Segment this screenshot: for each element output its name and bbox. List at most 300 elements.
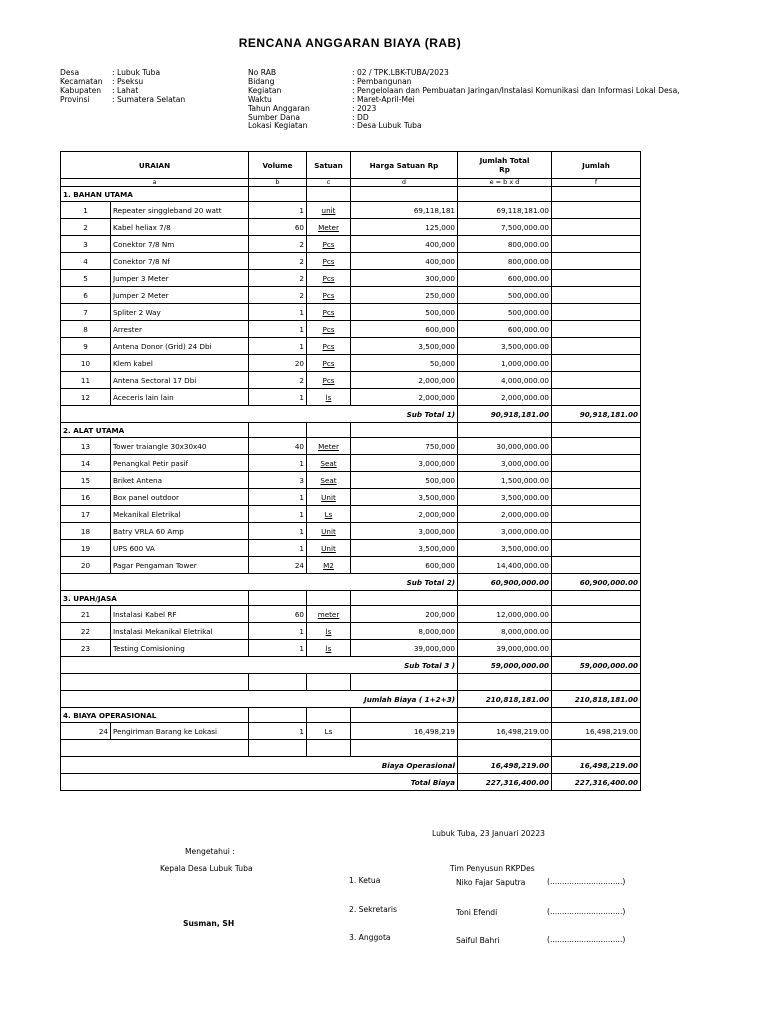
table-row bbox=[61, 270, 641, 287]
table-row bbox=[61, 338, 641, 355]
cell-empty bbox=[552, 321, 641, 338]
item-price bbox=[351, 557, 458, 574]
item-total bbox=[458, 389, 552, 406]
item-unit bbox=[307, 606, 351, 623]
cell-empty bbox=[552, 438, 641, 455]
item-price-text: 125,000 bbox=[425, 222, 455, 232]
cell-empty bbox=[249, 187, 307, 202]
item-number-text: 1 bbox=[83, 205, 88, 215]
cell-empty bbox=[552, 640, 641, 657]
item-volume-text: 2 bbox=[299, 239, 304, 249]
item-price bbox=[351, 253, 458, 270]
cell-empty bbox=[458, 187, 552, 202]
item-volume bbox=[249, 202, 307, 219]
item-name-text: Jumper 3 Meter bbox=[113, 273, 169, 283]
item-total bbox=[458, 489, 552, 506]
table-row bbox=[61, 219, 641, 236]
item-number bbox=[61, 472, 111, 489]
item-unit bbox=[307, 372, 351, 389]
item-total-text: 3,500,000.00 bbox=[500, 543, 549, 553]
item-name bbox=[111, 623, 249, 640]
item-unit-text: Pcs bbox=[322, 307, 335, 317]
item-price-text: 600,000 bbox=[425, 324, 455, 334]
item-number bbox=[61, 606, 111, 623]
item-unit-text: ls bbox=[325, 392, 332, 402]
item-number bbox=[61, 304, 111, 321]
item-number bbox=[61, 338, 111, 355]
item-price-text: 2,000,000 bbox=[418, 375, 455, 385]
item-price-text: 3,000,000 bbox=[418, 458, 455, 468]
item-volume-text: 1 bbox=[299, 509, 304, 519]
member-name: Toni Efendi bbox=[456, 908, 498, 917]
section-row bbox=[61, 187, 641, 202]
item-number-text: 7 bbox=[83, 307, 88, 317]
signature-line: (..............................) bbox=[547, 935, 626, 944]
item-total bbox=[458, 506, 552, 523]
item-name-text: Mekanikal Eletrikal bbox=[113, 509, 181, 519]
table-row bbox=[61, 372, 641, 389]
cell-empty bbox=[552, 202, 641, 219]
item-unit-text: Unit bbox=[321, 543, 336, 553]
item-volume-text: 40 bbox=[294, 441, 304, 451]
letter-d: d bbox=[351, 179, 458, 187]
table-row bbox=[61, 606, 641, 623]
subtotal-row bbox=[61, 657, 641, 674]
cell-empty bbox=[307, 708, 351, 723]
header-jumlah: Jumlah bbox=[552, 152, 641, 179]
item-unit bbox=[307, 270, 351, 287]
item-unit-text: Meter bbox=[318, 222, 339, 232]
item-number-text: 19 bbox=[80, 543, 91, 553]
cell-empty bbox=[458, 674, 552, 691]
item-volume-text: 1 bbox=[299, 324, 304, 334]
item-name bbox=[111, 304, 249, 321]
item-number bbox=[61, 557, 111, 574]
item-number-text: 13 bbox=[80, 441, 91, 451]
meta-value: : Lahat bbox=[112, 85, 139, 95]
cell-empty bbox=[552, 355, 641, 372]
cell-empty bbox=[307, 187, 351, 202]
subtotal-e bbox=[458, 574, 552, 591]
item-total-text: 800,000.00 bbox=[507, 239, 549, 249]
section-title-text: 1. BAHAN UTAMA bbox=[63, 189, 133, 199]
cell-empty bbox=[552, 623, 641, 640]
item-name bbox=[111, 202, 249, 219]
cell-empty bbox=[552, 606, 641, 623]
item-price-text: 400,000 bbox=[425, 256, 455, 266]
item-price-text: 400,000 bbox=[425, 239, 455, 249]
item-number-text: 23 bbox=[80, 643, 91, 653]
table-header-row bbox=[61, 152, 641, 179]
section-title bbox=[61, 591, 249, 606]
section-row bbox=[61, 591, 641, 606]
total-e-text: 227,316,400.00 bbox=[485, 777, 549, 787]
operasional-f-text: 16,498,219.00 bbox=[579, 760, 638, 770]
item-price bbox=[351, 389, 458, 406]
item-name-text: Jumper 2 Meter bbox=[113, 290, 169, 300]
item-jumlah-text: 16,498,219.00 bbox=[585, 726, 638, 736]
item-jumlah bbox=[552, 723, 641, 740]
item-name-text: Spliter 2 Way bbox=[113, 307, 161, 317]
item-volume-text: 2 bbox=[299, 273, 304, 283]
subtotal-label bbox=[61, 657, 458, 674]
item-total-text: 39,000,000.00 bbox=[496, 643, 549, 653]
member-role: 1. Ketua bbox=[349, 876, 381, 885]
cell-empty bbox=[552, 372, 641, 389]
total-e bbox=[458, 774, 552, 791]
cell-empty bbox=[552, 187, 641, 202]
cell-empty bbox=[552, 540, 641, 557]
item-volume bbox=[249, 623, 307, 640]
item-name-text: Testing Comisioning bbox=[113, 643, 185, 653]
item-price bbox=[351, 438, 458, 455]
item-number-text: 17 bbox=[80, 509, 91, 519]
grand-total-row bbox=[61, 774, 641, 791]
item-unit-text: Pcs bbox=[322, 375, 335, 385]
cell-empty bbox=[249, 591, 307, 606]
item-unit bbox=[307, 321, 351, 338]
item-unit bbox=[307, 236, 351, 253]
letter-a: a bbox=[61, 179, 249, 187]
item-number-text: 22 bbox=[80, 626, 91, 636]
total-label bbox=[61, 774, 458, 791]
table-row bbox=[61, 253, 641, 270]
cell-empty bbox=[351, 708, 458, 723]
item-volume-text: 20 bbox=[294, 358, 304, 368]
item-number bbox=[61, 540, 111, 557]
item-volume bbox=[249, 489, 307, 506]
cell-empty bbox=[552, 287, 641, 304]
item-unit-text: Pcs bbox=[322, 239, 335, 249]
item-total bbox=[458, 338, 552, 355]
table-row bbox=[61, 321, 641, 338]
item-price bbox=[351, 287, 458, 304]
item-price bbox=[351, 219, 458, 236]
item-unit-text: ls bbox=[325, 643, 332, 653]
item-total bbox=[458, 723, 552, 740]
item-total bbox=[458, 606, 552, 623]
item-price bbox=[351, 338, 458, 355]
operasional-label-text: Biaya Operasional bbox=[381, 760, 455, 770]
subtotal-e-text: 90,918,181.00 bbox=[490, 409, 549, 419]
item-name-text: Briket Antena bbox=[113, 475, 162, 485]
table-row bbox=[61, 202, 641, 219]
subtotal-label bbox=[61, 574, 458, 591]
item-unit-text: Pcs bbox=[322, 324, 335, 334]
item-price-text: 250,000 bbox=[425, 290, 455, 300]
item-volume bbox=[249, 523, 307, 540]
section-title-text: 3. UPAH/JASA bbox=[63, 593, 117, 603]
cell-empty bbox=[458, 591, 552, 606]
item-name bbox=[111, 321, 249, 338]
item-price-text: 500,000 bbox=[425, 475, 455, 485]
meta-label: Provinsi bbox=[60, 94, 90, 104]
item-unit bbox=[307, 253, 351, 270]
item-name-text: UPS 600 VA bbox=[113, 543, 155, 553]
item-volume-text: 1 bbox=[299, 307, 304, 317]
item-name-text: Aceceris lain lain bbox=[113, 392, 174, 402]
item-unit-text: Pcs bbox=[322, 341, 335, 351]
item-name bbox=[111, 236, 249, 253]
cell-empty bbox=[249, 708, 307, 723]
jumlah-biaya-label-text: Jumlah Biaya ( 1+2+3) bbox=[364, 694, 455, 704]
item-number-text: 20 bbox=[80, 560, 91, 570]
table-row bbox=[61, 723, 641, 740]
item-total-text: 3,500,000.00 bbox=[500, 492, 549, 502]
meta-label: Kegiatan bbox=[248, 85, 282, 95]
item-volume-text: 3 bbox=[299, 475, 304, 485]
item-unit-text: unit bbox=[321, 205, 336, 215]
item-price bbox=[351, 540, 458, 557]
item-price bbox=[351, 321, 458, 338]
header-jumlah-total bbox=[458, 152, 552, 179]
item-name bbox=[111, 270, 249, 287]
item-unit-text: Seat bbox=[320, 475, 337, 485]
item-name-text: Repeater singgleband 20 watt bbox=[113, 205, 222, 215]
cell-empty bbox=[552, 472, 641, 489]
meta-label: Kecamatan bbox=[60, 76, 103, 86]
item-total-text: 30,000,000.00 bbox=[496, 441, 549, 451]
item-unit-text: Pcs bbox=[322, 273, 335, 283]
table-row bbox=[61, 304, 641, 321]
subtotal-label bbox=[61, 406, 458, 423]
item-price-text: 2,000,000 bbox=[418, 509, 455, 519]
item-total-text: 800,000.00 bbox=[507, 256, 549, 266]
item-number bbox=[61, 489, 111, 506]
item-volume bbox=[249, 723, 307, 740]
item-volume bbox=[249, 389, 307, 406]
table-row bbox=[61, 506, 641, 523]
item-total bbox=[458, 623, 552, 640]
section-title-text: 2. ALAT UTAMA bbox=[63, 425, 125, 435]
cell-empty bbox=[552, 708, 641, 723]
table-row bbox=[61, 455, 641, 472]
subtotal-f-text: 59,000,000.00 bbox=[579, 660, 638, 670]
meta-label: Bidang bbox=[248, 76, 275, 86]
header-jumlah-total-line2: Rp bbox=[499, 165, 510, 174]
item-price-text: 16,498,219 bbox=[413, 726, 455, 736]
item-volume bbox=[249, 472, 307, 489]
cell-empty bbox=[458, 740, 552, 757]
meta-value: : DD bbox=[352, 112, 369, 122]
kepala-desa-label: Kepala Desa Lubuk Tuba bbox=[160, 864, 253, 873]
item-name bbox=[111, 455, 249, 472]
item-number-text: 6 bbox=[83, 290, 88, 300]
item-name bbox=[111, 287, 249, 304]
item-number-text: 15 bbox=[80, 475, 91, 485]
meta-label: No RAB bbox=[248, 68, 277, 77]
item-name bbox=[111, 219, 249, 236]
operasional-label bbox=[61, 757, 458, 774]
item-volume-text: 2 bbox=[299, 290, 304, 300]
operasional-e bbox=[458, 757, 552, 774]
item-name-text: Conektor 7/8 Nf bbox=[113, 256, 170, 266]
table-row bbox=[61, 236, 641, 253]
item-name bbox=[111, 438, 249, 455]
item-name bbox=[111, 489, 249, 506]
item-unit bbox=[307, 506, 351, 523]
item-volume bbox=[249, 236, 307, 253]
cell-empty bbox=[458, 423, 552, 438]
item-unit bbox=[307, 355, 351, 372]
item-price-text: 3,500,000 bbox=[418, 543, 455, 553]
empty-row bbox=[61, 740, 641, 757]
item-total bbox=[458, 304, 552, 321]
item-number bbox=[61, 372, 111, 389]
item-price bbox=[351, 270, 458, 287]
table-row bbox=[61, 540, 641, 557]
item-volume bbox=[249, 540, 307, 557]
subtotal-row bbox=[61, 574, 641, 591]
item-volume bbox=[249, 270, 307, 287]
meta-label: Lokasi Kegiatan bbox=[248, 121, 308, 131]
cell-empty bbox=[458, 708, 552, 723]
table-row bbox=[61, 489, 641, 506]
jumlah-biaya-f bbox=[552, 691, 641, 708]
item-number bbox=[61, 623, 111, 640]
meta-value: : Maret-April-Mei bbox=[352, 94, 415, 104]
item-number-text: 3 bbox=[83, 239, 88, 249]
total-label-text: Total Biaya bbox=[410, 777, 455, 787]
jumlah-biaya-e bbox=[458, 691, 552, 708]
meta-left bbox=[60, 69, 185, 105]
item-name bbox=[111, 523, 249, 540]
item-unit bbox=[307, 338, 351, 355]
item-volume-text: 1 bbox=[299, 392, 304, 402]
item-price-text: 3,000,000 bbox=[418, 526, 455, 536]
item-price bbox=[351, 489, 458, 506]
item-price-text: 300,000 bbox=[425, 273, 455, 283]
item-number bbox=[61, 723, 111, 740]
item-unit bbox=[307, 202, 351, 219]
item-total-text: 2,000,000.00 bbox=[500, 509, 549, 519]
letter-c: c bbox=[307, 179, 351, 187]
item-unit bbox=[307, 304, 351, 321]
item-total-text: 2,000,000.00 bbox=[500, 392, 549, 402]
item-price bbox=[351, 372, 458, 389]
item-total-text: 3,000,000.00 bbox=[500, 458, 549, 468]
item-name bbox=[111, 640, 249, 657]
cell-empty bbox=[307, 591, 351, 606]
section-row bbox=[61, 708, 641, 723]
item-volume-text: 60 bbox=[294, 609, 304, 619]
item-number bbox=[61, 455, 111, 472]
item-number-text: 9 bbox=[83, 341, 88, 351]
item-name-text: Instalasi Mekanikal Eletrikal bbox=[113, 626, 213, 636]
meta-value: : 2023 bbox=[352, 103, 377, 113]
cell-empty bbox=[307, 423, 351, 438]
item-total bbox=[458, 472, 552, 489]
item-volume bbox=[249, 506, 307, 523]
item-price bbox=[351, 455, 458, 472]
item-name-text: Klem kabel bbox=[113, 358, 153, 368]
item-unit bbox=[307, 489, 351, 506]
cell-empty bbox=[351, 674, 458, 691]
item-unit-text: Pcs bbox=[322, 256, 335, 266]
item-name-text: Box panel outdoor bbox=[113, 492, 179, 502]
header-satuan: Satuan bbox=[307, 152, 351, 179]
item-total bbox=[458, 438, 552, 455]
item-name bbox=[111, 557, 249, 574]
item-unit bbox=[307, 623, 351, 640]
jumlah-biaya-row bbox=[61, 691, 641, 708]
item-price-text: 8,000,000 bbox=[418, 626, 455, 636]
item-unit-text: meter bbox=[317, 609, 340, 619]
subtotal-e bbox=[458, 657, 552, 674]
cell-empty bbox=[351, 187, 458, 202]
item-number bbox=[61, 202, 111, 219]
table-row bbox=[61, 287, 641, 304]
item-unit bbox=[307, 455, 351, 472]
letter-f: f bbox=[552, 179, 641, 187]
item-name-text: Conektor 7/8 Nm bbox=[113, 239, 175, 249]
item-total-text: 16,498,219.00 bbox=[496, 726, 549, 736]
item-total bbox=[458, 523, 552, 540]
member-role: 3. Anggota bbox=[349, 933, 391, 942]
operasional-e-text: 16,498,219.00 bbox=[490, 760, 549, 770]
letter-b: b bbox=[249, 179, 307, 187]
item-volume-text: 1 bbox=[299, 526, 304, 536]
total-f-text: 227,316,400.00 bbox=[574, 777, 638, 787]
item-volume bbox=[249, 287, 307, 304]
table-row bbox=[61, 523, 641, 540]
item-number bbox=[61, 640, 111, 657]
meta-right bbox=[248, 69, 680, 131]
meta-label: Sumber Dana bbox=[248, 112, 301, 122]
item-price-text: 3,500,000 bbox=[418, 341, 455, 351]
cell-empty bbox=[351, 423, 458, 438]
table-row bbox=[61, 472, 641, 489]
item-number-text: 2 bbox=[83, 222, 88, 232]
item-total bbox=[458, 455, 552, 472]
cell-empty bbox=[351, 591, 458, 606]
item-unit bbox=[307, 640, 351, 657]
member-name: Saiful Bahri bbox=[456, 936, 500, 945]
item-unit-text: Unit bbox=[321, 526, 336, 536]
item-number-text: 5 bbox=[83, 273, 88, 283]
item-total-text: 4,000,000.00 bbox=[500, 375, 549, 385]
meta-value: : Lubuk Tuba bbox=[112, 68, 161, 77]
cell-empty bbox=[552, 523, 641, 540]
item-price bbox=[351, 236, 458, 253]
jumlah-biaya-label bbox=[61, 691, 458, 708]
cell-empty bbox=[552, 455, 641, 472]
item-price bbox=[351, 623, 458, 640]
item-volume-text: 1 bbox=[299, 543, 304, 553]
item-unit bbox=[307, 723, 351, 740]
meta-label: Kabupaten bbox=[60, 85, 102, 95]
section-row bbox=[61, 423, 641, 438]
item-total bbox=[458, 219, 552, 236]
meta-value: : Desa Lubuk Tuba bbox=[352, 121, 422, 131]
item-volume bbox=[249, 253, 307, 270]
item-unit-text: Ls bbox=[324, 726, 333, 736]
cell-empty bbox=[249, 423, 307, 438]
cell-empty bbox=[552, 557, 641, 574]
item-name bbox=[111, 338, 249, 355]
item-price-text: 200,000 bbox=[425, 609, 455, 619]
meta-value: : 02 / TPK.LBK-TUBA/2023 bbox=[352, 68, 449, 77]
item-total bbox=[458, 321, 552, 338]
item-price-text: 50,000 bbox=[429, 358, 455, 368]
item-price-text: 69,118,181 bbox=[413, 205, 455, 215]
letter-e: e = b x d bbox=[458, 179, 552, 187]
item-unit-text: M2 bbox=[323, 560, 334, 570]
item-total bbox=[458, 287, 552, 304]
item-price bbox=[351, 523, 458, 540]
item-price bbox=[351, 606, 458, 623]
meta-value: : Pembangunan bbox=[352, 76, 412, 86]
